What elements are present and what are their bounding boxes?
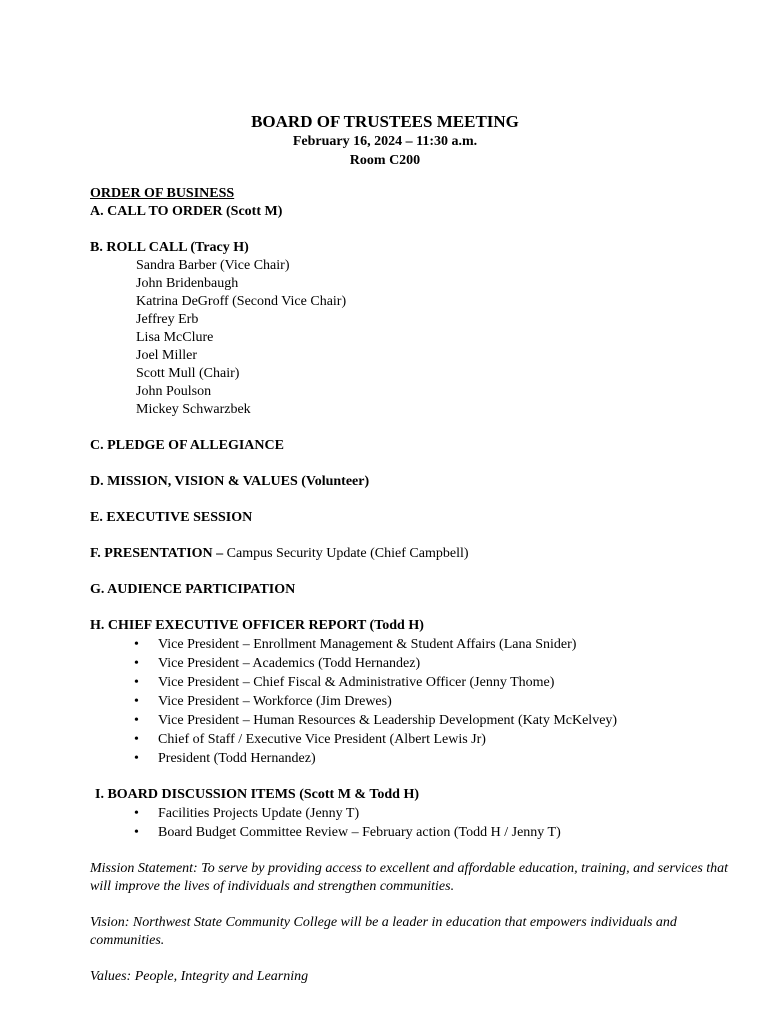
roll-call-member: Sandra Barber (Vice Chair) (136, 258, 290, 273)
section-mission-vision-values: D. MISSION, VISION & VALUES (Volunteer) (90, 474, 370, 489)
section-executive-session: E. EXECUTIVE SESSION (90, 510, 253, 525)
ceo-report-item: • Vice President – Enrollment Management & Student Affairs (Lana Snider) (134, 635, 730, 654)
roll-call-member: John Poulson (136, 384, 212, 399)
ceo-report-list (90, 635, 730, 768)
agenda-body (90, 185, 730, 986)
vision-statement: Vision: Northwest State Community College will be a leader in education that empowers individuals and communities. (90, 915, 677, 948)
roll-call-member: Scott Mull (Chair) (136, 366, 240, 381)
board-discussion-item: • Board Budget Committee Review – February action (Todd H / Jenny T) (134, 823, 730, 842)
section-roll-call: B. ROLL CALL (Tracy H) (90, 240, 249, 255)
values-statement: Values: People, Integrity and Learning (90, 969, 309, 984)
presentation-label: F. PRESENTATION – (90, 546, 224, 561)
agenda-header (0, 112, 770, 170)
section-board-discussion: I. BOARD DISCUSSION ITEMS (Scott M & Todd H) (95, 787, 420, 802)
board-discussion-list (90, 804, 730, 842)
meeting-datetime: February 16, 2024 – 11:30 a.m. (292, 134, 478, 149)
ceo-report-item: • Vice President – Workforce (Jim Drewes) (134, 692, 730, 711)
section-call-to-order: A. CALL TO ORDER (Scott M) (90, 204, 283, 219)
presentation-topic: Campus Security Update (Chief Campbell) (223, 546, 469, 561)
meeting-room: Room C200 (349, 153, 421, 168)
ceo-report-item: • Vice President – Academics (Todd Hernandez) (134, 654, 730, 673)
ceo-report-item: • Chief of Staff / Executive Vice President (Albert Lewis Jr) (134, 730, 730, 749)
ceo-report-item: • President (Todd Hernandez) (134, 749, 730, 768)
roll-call-member: Joel Miller (136, 348, 198, 363)
mission-statement: Mission Statement: To serve by providing access to excellent and affordable education, training, and services that will improve the lives of individuals and strengthen communities. (90, 861, 729, 894)
roll-call-member: Jeffrey Erb (136, 312, 199, 327)
order-of-business-heading: ORDER OF BUSINESS (90, 186, 235, 201)
ceo-report-item: • Vice President – Human Resources & Leadership Development (Katy McKelvey) (134, 711, 730, 730)
section-audience-participation: G. AUDIENCE PARTICIPATION (90, 582, 296, 597)
section-pledge: C. PLEDGE OF ALLEGIANCE (90, 438, 284, 453)
ceo-report-item: • Vice President – Chief Fiscal & Administrative Officer (Jenny Thome) (134, 673, 730, 692)
section-presentation (90, 545, 730, 563)
roll-call-member: Katrina DeGroff (Second Vice Chair) (136, 294, 347, 309)
section-ceo-report: H. CHIEF EXECUTIVE OFFICER REPORT (Todd H) (90, 618, 424, 633)
roll-call-list (90, 257, 730, 419)
roll-call-member: Lisa McClure (136, 330, 214, 345)
roll-call-member: Mickey Schwarzbek (136, 402, 251, 417)
roll-call-member: John Bridenbaugh (136, 276, 239, 291)
board-discussion-item: • Facilities Projects Update (Jenny T) (134, 804, 730, 823)
meeting-title: BOARD OF TRUSTEES MEETING (251, 112, 519, 131)
